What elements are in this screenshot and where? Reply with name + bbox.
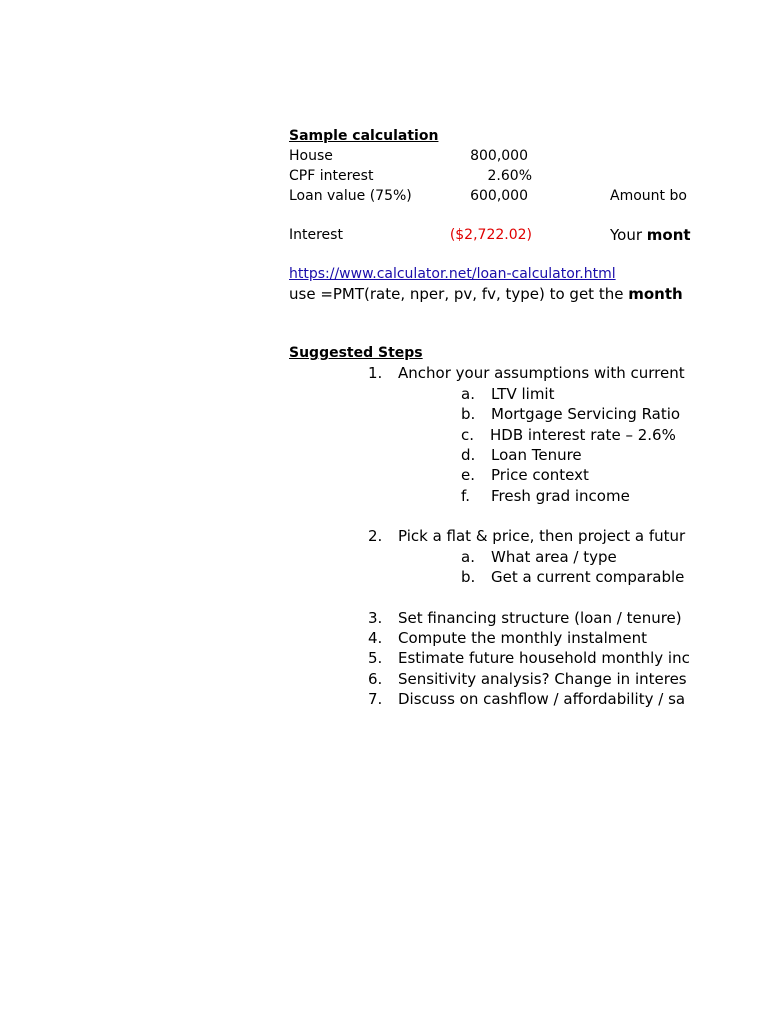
- sample-calculation-heading: Sample calculation: [289, 128, 439, 144]
- substep-letter: e.: [461, 466, 475, 484]
- pmt-instruction: [289, 285, 683, 303]
- row-value-loan-value: 600,000: [470, 188, 528, 204]
- pmt-instruction-text: use =PMT(rate, nper, pv, fv, type) to get the: [289, 285, 629, 303]
- row-label-cpf-interest: CPF interest: [289, 168, 374, 184]
- step-text: Compute the monthly instalment: [398, 629, 648, 647]
- interest-label: Interest: [289, 227, 343, 243]
- row-label-house: House: [289, 148, 333, 164]
- substep-letter: f.: [461, 487, 470, 505]
- substep-letter: a.: [461, 385, 475, 403]
- amount-borrowed-label: Amount bo: [610, 188, 687, 204]
- step-text: Pick a flat & price, then project a futur: [398, 527, 686, 545]
- substep-letter: c.: [461, 426, 475, 444]
- your-monthly-prefix: Your: [610, 226, 647, 244]
- step-number: 1.: [368, 364, 383, 382]
- substep-text: Fresh grad income: [491, 487, 630, 505]
- step-number: 3.: [368, 609, 383, 627]
- your-monthly-label: [610, 226, 691, 244]
- pmt-instruction-bold: month: [628, 285, 683, 303]
- row-value-house: 800,000: [470, 148, 528, 164]
- step-text: Sensitivity analysis? Change in interes: [398, 670, 687, 688]
- step-text: Estimate future household monthly inc: [398, 649, 690, 667]
- step-text: Discuss on cashflow / affordability / sa: [398, 690, 686, 708]
- substep-text: Loan Tenure: [491, 446, 582, 464]
- substep-letter: b.: [461, 568, 476, 586]
- substep-text: Mortgage Servicing Ratio: [491, 405, 681, 423]
- suggested-steps-heading: Suggested Steps: [289, 345, 423, 361]
- your-monthly-bold: mont: [646, 226, 691, 244]
- step-text: Anchor your assumptions with current: [398, 364, 685, 382]
- substep-letter: b.: [461, 405, 476, 423]
- row-label-loan-value: Loan value (75%): [289, 188, 412, 204]
- step-number: 6.: [368, 670, 383, 688]
- substep-text: LTV limit: [491, 385, 555, 403]
- substep-text: Price context: [491, 466, 589, 484]
- substep-text: What area / type: [491, 548, 617, 566]
- step-number: 4.: [368, 629, 383, 647]
- interest-value: ($2,722.02): [449, 227, 532, 243]
- substep-text: Get a current comparable: [491, 568, 685, 586]
- substep-letter: d.: [461, 446, 476, 464]
- substep-text: HDB interest rate – 2.6%: [490, 426, 676, 444]
- step-text: Set financing structure (loan / tenure): [398, 609, 682, 627]
- substep-letter: a.: [461, 548, 475, 566]
- step-number: 5.: [368, 649, 383, 667]
- step-number: 2.: [368, 527, 383, 545]
- loan-calculator-link[interactable]: https://www.calculator.net/loan-calculator.html: [289, 266, 616, 282]
- step-number: 7.: [368, 690, 383, 708]
- row-value-cpf-interest: 2.60%: [487, 168, 532, 184]
